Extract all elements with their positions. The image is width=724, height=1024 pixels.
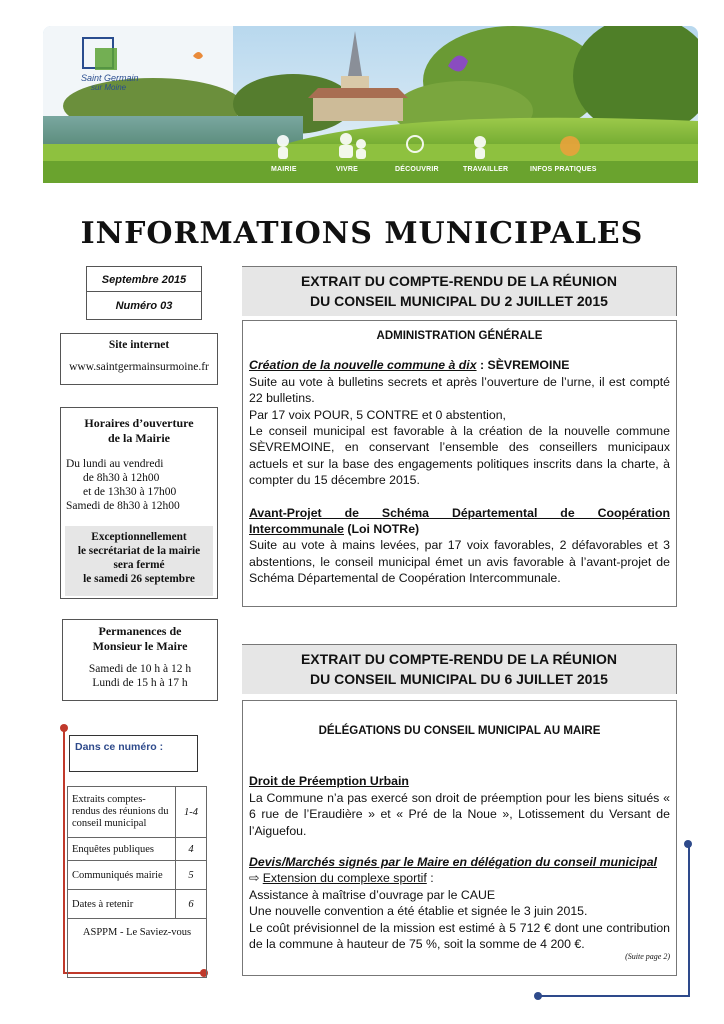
toc-row-page: 4 <box>176 838 207 861</box>
toc-row-page: 1-4 <box>176 787 207 838</box>
section1-title-line2: DU CONSEIL MUNICIPAL DU 2 JUILLET 2015 <box>310 293 608 309</box>
svg-text:Saint Germain: Saint Germain <box>81 73 139 83</box>
hours-text: Du lundi au vendredi de 8h30 à 12h00 et de 13h30 à 17h00 Samedi de 8h30 à 12h00 <box>66 458 180 512</box>
toc-row-page: 5 <box>176 861 207 890</box>
section2-subhead: DÉLÉGATIONS DU CONSEIL MUNICIPAL AU MAIRE <box>318 725 601 737</box>
section2-item2-sub: ⇨ Extension du complexe sportif : <box>249 871 434 886</box>
section1-item2-text: Suite au vote à mains levées, par 17 voix favorables, 2 défavorables et 3 abstentions, le conseil municipal émet un avis favorable à l’avant-projet de Schéma Départemental de Coopération Intercommunale. <box>249 538 670 586</box>
decoration-line <box>540 995 690 997</box>
permanences-title: Permanences de Monsieur le Maire <box>92 624 188 653</box>
toc-footer: ASPPM - Le Saviez-vous <box>68 919 207 978</box>
nav-item-mairie[interactable]: MAIRIE <box>271 166 297 173</box>
nav-bar <box>43 161 698 183</box>
toc-row[interactable] <box>68 861 207 890</box>
section2-item2-title: Devis/Marchés signés par le Maire en délégation du conseil municipal <box>249 855 657 870</box>
toc-row[interactable] <box>68 919 207 978</box>
decoration-line <box>63 730 65 974</box>
nav-item-vivre[interactable]: VIVRE <box>336 166 359 173</box>
section1-header <box>242 266 677 316</box>
section1-item1-text3: Le conseil municipal est favorable à la création de la nouvelle commune SÈVREMOINE, en conservant l’ensemble des conseillers municipaux actuels et sur la base des engagements politiques inscrits dans la charte, à compter du 15 décembre 2015. <box>249 424 670 488</box>
toc-row[interactable] <box>68 890 207 919</box>
section2-item2-text3: Le coût prévisionnel de la mission est estimé à 5 712 € dont une contribution de la commune à hauteur de 75 %, soit la somme de 4 200 €. <box>249 920 670 952</box>
toc-row[interactable] <box>68 838 207 861</box>
section2-header <box>242 644 677 694</box>
section1-title-line1: EXTRAIT DU COMPTE-RENDU DE LA RÉUNION <box>300 273 618 289</box>
banner-photo <box>43 26 698 183</box>
toc-row-label: Enquêtes publiques <box>68 838 176 861</box>
nav-item-decouvrir[interactable]: DÉCOUVRIR <box>395 166 439 173</box>
toc-heading: Dans ce numéro : <box>75 741 164 753</box>
toc-row-page: 6 <box>176 890 207 919</box>
website-label: Site internet <box>108 339 170 351</box>
page-title: INFORMATIONS MUNICIPALES <box>80 216 644 251</box>
website-box <box>60 333 218 385</box>
issue-date: Septembre 2015 <box>101 274 187 286</box>
toc-row-label: Communiqués mairie <box>68 861 176 890</box>
nav-item-travailler[interactable]: TRAVAILLER <box>463 166 509 173</box>
nav-item-infos-pratiques[interactable]: INFOS PRATIQUES <box>530 166 597 173</box>
hours-title: Horaires d’ouverture de la Mairie <box>84 416 194 445</box>
issue-box <box>86 266 202 320</box>
header-banner <box>43 26 698 183</box>
continued-note: (Suite page 2) <box>625 952 670 962</box>
svg-text:sur Moine: sur Moine <box>91 83 127 92</box>
hours-notice: Exceptionnellement le secrétariat de la mairie sera fermé le samedi 26 septembre <box>65 526 213 596</box>
section2-item2-text1: Assistance à maîtrise d’ouvrage par le CAUE <box>249 887 496 902</box>
arrow-right-icon: ⇨ <box>249 871 260 886</box>
section1-item1-text2: Par 17 voix POUR, 5 CONTRE et 0 abstention, <box>249 407 506 422</box>
hours-box <box>60 407 218 599</box>
toc-table <box>67 786 207 978</box>
website-link[interactable]: www.saintgermainsurmoine.fr <box>69 361 209 373</box>
section2-item1-title: Droit de Préemption Urbain <box>249 774 409 789</box>
toc-row-label: Dates à retenir <box>68 890 176 919</box>
toc-heading-box <box>69 735 198 772</box>
section2-title-line2: DU CONSEIL MUNICIPAL DU 6 JUILLET 2015 <box>310 671 608 687</box>
section1-body <box>242 320 677 607</box>
permanences-box <box>62 619 218 701</box>
section1-item1-text: Suite au vote à bulletins secrets et après l’ouverture de l’urne, il est compté 22 bulletins. <box>249 374 670 406</box>
issue-number: Numéro 03 <box>87 291 201 312</box>
decoration-line <box>688 846 690 996</box>
section2-body <box>242 700 677 976</box>
section1-item2-title: Avant-Projet de Schéma Départemental de Coopération Intercommunale (Loi NOTRe) <box>249 505 670 537</box>
section2-item1-text: La Commune n’a pas exercé son droit de préemption pour les biens situés « 6 rue de l’Eraudière » et « Pré de la Noue », Lotissement du Versant de l’Aiguefou. <box>249 790 670 838</box>
decoration-dot <box>534 992 542 1000</box>
section1-subhead: ADMINISTRATION GÉNÉRALE <box>376 330 543 342</box>
section1-item1-title: Création de la nouvelle commune à dix : SÈVREMOINE <box>249 358 570 373</box>
toc-row[interactable] <box>68 787 207 838</box>
section2-title-line1: EXTRAIT DU COMPTE-RENDU DE LA RÉUNION <box>300 651 618 667</box>
section2-item2-text2: Une nouvelle convention a été établie et signée le 3 juin 2015. <box>249 904 588 919</box>
permanences-text: Samedi de 10 h à 12 h Lundi de 15 h à 17 h <box>88 663 192 689</box>
toc-row-label: Extraits comptes-rendus des réunions du conseil municipal <box>68 787 176 838</box>
